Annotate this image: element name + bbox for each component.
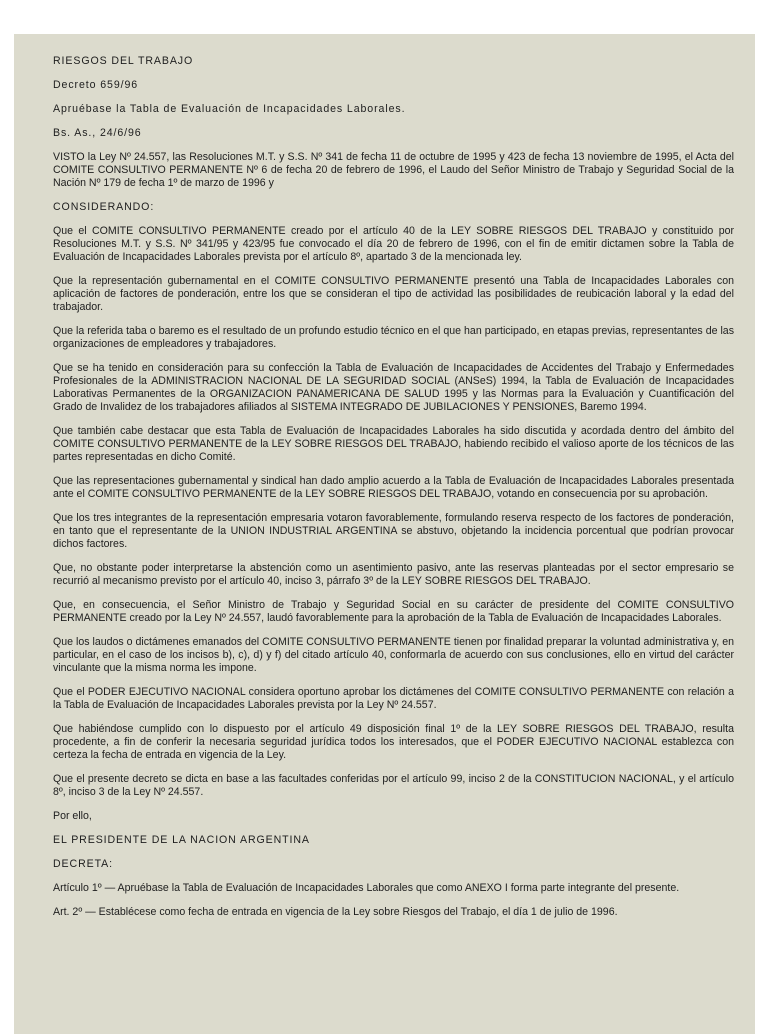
considerando-paragraph: Que también cabe destacar que esta Tabla de Evaluación de Incapacidades Laborales ha sido discutida y acordada dentro del ámbito del COMITE CONSULTIVO PERMANENTE de la LEY SOBRE RIESGOS DEL TRABAJO, habiendo recibido el valioso aporte de los técnicos de las partes representadas en dicho Comité. [53, 425, 734, 463]
considerando-paragraph: Que se ha tenido en consideración para su confección la Tabla de Evaluación de Incapacidades de Accidentes del Trabajo y Enfermedades Profesionales de la ADMINISTRACION NACIONAL DE LA SEGURIDAD SOCIAL (ANSeS) 1994, la Tabla de Evaluación de Incapacidades Laborativas Permanentes de la ORGANIZACION PANAMERICANA DE SALUD 1995 y las Normas para la Evaluación y Cuantificación del Grado de Invalidez de los trabajadores afiliados al SISTEMA INTEGRADO DE JUBILACIONES Y PENSIONES, Baremo 1994. [53, 362, 734, 413]
considerando-paragraph: Que el COMITE CONSULTIVO PERMANENTE creado por el artículo 40 de la LEY SOBRE RIESGOS DEL TRABAJO y constituido por Resoluciones M.T. y S.S. Nº 341/95 y 423/95 fue convocado el día 20 de febrero de 1996, con el fin de emitir dictamen sobre la Tabla de Evaluación de Incapacidades Laborales prevista por el artículo 8º, apartado 3 de la mencionada ley. [53, 225, 734, 263]
considerando-paragraph: Que, no obstante poder interpretarse la abstención como un asentimiento pasivo, ante las reservas planteadas por el sector empresario se recurrió al mecanismo previsto por el artículo 40, inciso 3, párrafo 3º de la LEY SOBRE RIESGOS DEL TRABAJO. [53, 562, 734, 587]
authority-line: EL PRESIDENTE DE LA NACION ARGENTINA [53, 834, 310, 846]
decree-summary: Apruébase la Tabla de Evaluación de Incapacidades Laborales. [53, 103, 406, 115]
considerando-paragraph: Que la referida taba o baremo es el resultado de un profundo estudio técnico en el que han participado, en etapas previas, representantes de las organizaciones de empleadores y trabajadores. [53, 325, 734, 350]
place-date: Bs. As., 24/6/96 [53, 127, 142, 139]
article-text: — Apruébase la Tabla de Evaluación de Incapacidades Laborales que como ANEXO I forma parte integrante del presente. [104, 882, 680, 894]
article-label: Art. 2º [53, 906, 83, 918]
considerando-paragraph: Que, en consecuencia, el Señor Ministro de Trabajo y Seguridad Social en su carácter de presidente del COMITE CONSULTIVO PERMANENTE creado por la Ley Nº 24.557, laudó favorablemente para la aprobación de la Tabla de Evaluación de Incapacidades Laborales. [53, 599, 734, 624]
decreta-label: DECRETA: [53, 858, 113, 870]
document-body [53, 55, 734, 919]
visto-paragraph: VISTO la Ley Nº 24.557, las Resoluciones M.T. y S.S. Nº 341 de fecha 11 de octubre de 1995 y 423 de fecha 13 noviembre de 1995, el Acta del COMITE CONSULTIVO PERMANENTE Nº 6 de fecha 20 de febrero de 1996, el Laudo del Señor Ministro de Trabajo y Seguridad Social de la Nación Nº 179 de fecha 1º de marzo de 1996 y [53, 151, 734, 189]
article-2 [53, 906, 734, 919]
decree-number: Decreto 659/96 [53, 79, 139, 91]
considerando-paragraph: Que los laudos o dictámenes emanados del COMITE CONSULTIVO PERMANENTE tienen por finalidad preparar la voluntad administrativa y, en particular, en el caso de los incisos b), c), d) y f) del citado artículo 40, conformarla de acuerdo con sus conclusiones, ello en virtud del carácter vinculante que la misma norma les impone. [53, 636, 734, 674]
por-ello: Por ello, [53, 810, 92, 822]
document-title: RIESGOS DEL TRABAJO [53, 55, 194, 67]
considerando-paragraph: Que las representaciones gubernamental y sindical han dado amplio acuerdo a la Tabla de Evaluación de Incapacidades Laborales presentada ante el COMITE CONSULTIVO PERMANENTE de la LEY SOBRE RIESGOS DEL TRABAJO, votando en consecuencia por su aprobación. [53, 475, 734, 500]
article-text: — Establécese como fecha de entrada en vigencia de la Ley sobre Riesgos del Trabajo, el día 1 de julio de 1996. [85, 906, 618, 918]
considerando-label: CONSIDERANDO: [53, 201, 155, 213]
article-label: Artículo 1º [53, 882, 102, 894]
document-page [14, 34, 755, 1034]
article-1 [53, 882, 734, 895]
considerando-paragraph: Que habiéndose cumplido con lo dispuesto por el artículo 49 disposición final 1º de la LEY SOBRE RIESGOS DEL TRABAJO, resulta procedente, a fin de conferir la necesaria seguridad jurídica todos los interesados, que el PODER EJECUTIVO NACIONAL establezca con certeza la fecha de entrada en vigencia de la Ley. [53, 723, 734, 761]
considerando-paragraph: Que el PODER EJECUTIVO NACIONAL considera oportuno aprobar los dictámenes del COMITE CONSULTIVO PERMANENTE con relación a la Tabla de Evaluación de Incapacidades Laborales prevista por la Ley Nº 24.557. [53, 686, 734, 711]
considerando-paragraph: Que los tres integrantes de la representación empresaria votaron favorablemente, formulando reserva respecto de los factores de ponderación, en tanto que el representante de la UNION INDUSTRIAL ARGENTINA se abstuvo, objetando la incidencia porcentual que podrían provocar dichos factores. [53, 512, 734, 550]
considerando-paragraph: Que la representación gubernamental en el COMITE CONSULTIVO PERMANENTE presentó una Tabla de Incapacidades Laborales con aplicación de factores de ponderación, entre los que se consideran el tipo de actividad las posibilidades de reubicación laboral y la edad del trabajador. [53, 275, 734, 313]
considerando-paragraph: Que el presente decreto se dicta en base a las facultades conferidas por el artículo 99, inciso 2 de la CONSTITUCION NACIONAL, y el artículo 8º, inciso 3 de la Ley Nº 24.557. [53, 773, 734, 798]
